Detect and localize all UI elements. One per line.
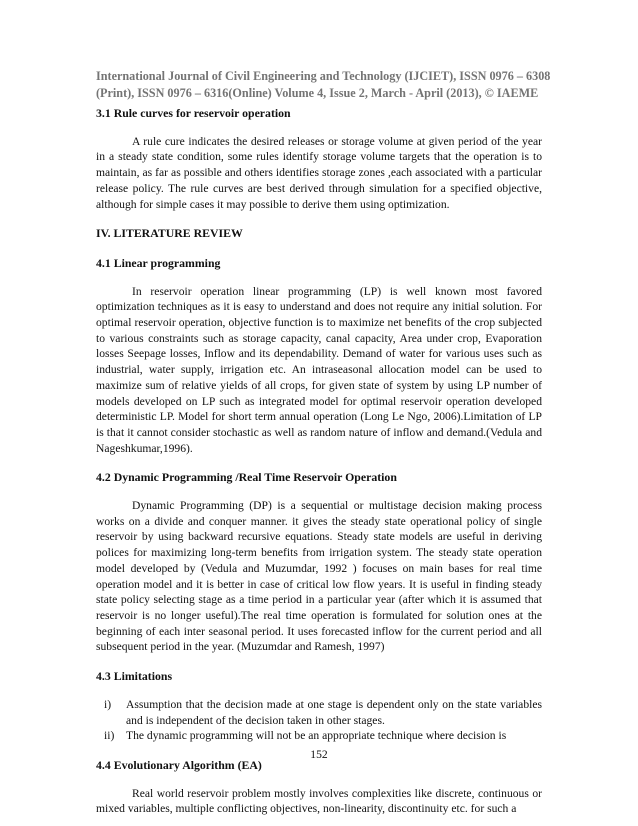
section-4-2-heading: 4.2 Dynamic Programming /Real Time Reservoir Operation [96,470,397,485]
list-marker: ii) [104,729,115,743]
list-item-text: The dynamic programming will not be an appropriate technique where decision is [126,729,507,743]
list-item [104,697,542,728]
journal-header [96,68,551,102]
section-4-1-paragraph: In reservoir operation linear programming (LP) is well known most favored optimization techniques as it is easy to understand and does not require any initial solution. For optimal reservoir operation, objective function is to maximize net benefits of the crop subjected to various constraints such as storage capacity, canal capacity, Area under crop, Evaporation losses Seepage losses, Inflow and its dependability. Demand of water for various uses such as industrial, water supply, irrigation etc. An intraseasonal allocation model can be used to maximize sum of relative yields of all crops, for given state of system by using LP number of models developed on LP such as integrated model for optimal reservoir operation developed deterministic LP. Model for short term annual operation (Long Le Ngo, 2006).Limitation of LP is that it cannot consider stochastic as well as random nature of inflow and demand.(Vedula and Nageshkumar,1996). [96,284,542,455]
section-4-4-heading: 4.4 Evolutionary Algorithm (EA) [96,757,262,772]
section-3-1-heading: 3.1 Rule curves for reservoir operation [96,106,291,120]
document-body [96,106,542,817]
section-4-2-paragraph: Dynamic Programming (DP) is a sequential or multistage decision making process works on a divide and conquer manner. it gives the steady state operational policy of single reservoir by using backward recursive equations. Steady state models are useful in deriving polices for maximizing long-term benefits from irrigation system. The steady state operation model developed by (Vedula and Muzumdar, 1992 ) focuses on main bases for real time operation model and it is better in case of critical low flow years. It is useful in finding steady state policy selecting stage as a time period in a particular year (after which it is assumed that reservoir is no longer useful).The real time operation is formulated for solution ones at the beginning of each inter seasonal period. It uses forecasted inflow for the current period and all subsequent period in the year. (Muzumdar and Ramesh, 1997) [96,499,542,654]
section-4-3-heading: 4.3 Limitations [96,669,173,684]
list-item-text: Assumption that the decision made at one stage is dependent only on the state variables and is independent of the decision taken in other stages. [126,697,542,727]
journal-header-line-2: (Print), ISSN 0976 – 6316(Online) Volume 4, Issue 2, March - April (2013), © IAEME [96,86,539,100]
section-4-heading: IV. LITERATURE REVIEW [96,226,243,241]
limitations-list [96,697,542,744]
page-number: 152 [310,748,328,761]
journal-header-line-1: International Journal of Civil Engineering and Technology (IJCIET), ISSN 0976 – 6308 [96,69,551,83]
section-4-1-heading: 4.1 Linear programming [96,255,221,270]
list-item [104,728,542,744]
section-3-1-paragraph: A rule cure indicates the desired releases or storage volume at given period of the year in a steady state condition, some rules identify storage volume targets that the operation is to maintain, as far as possible and others identifies storage zones ,each associated with a particular release policy. The rule curves are best derived through simulation for a specified objective, although for simple cases it may possible to derive them using optimization. [96,134,542,211]
section-4-4-paragraph: Real world reservoir problem mostly involves complexities like discrete, continuous or mixed variables, multiple conflicting objectives, non-linearity, discontinuity etc. for such a [96,786,542,816]
list-marker: i) [104,697,112,711]
